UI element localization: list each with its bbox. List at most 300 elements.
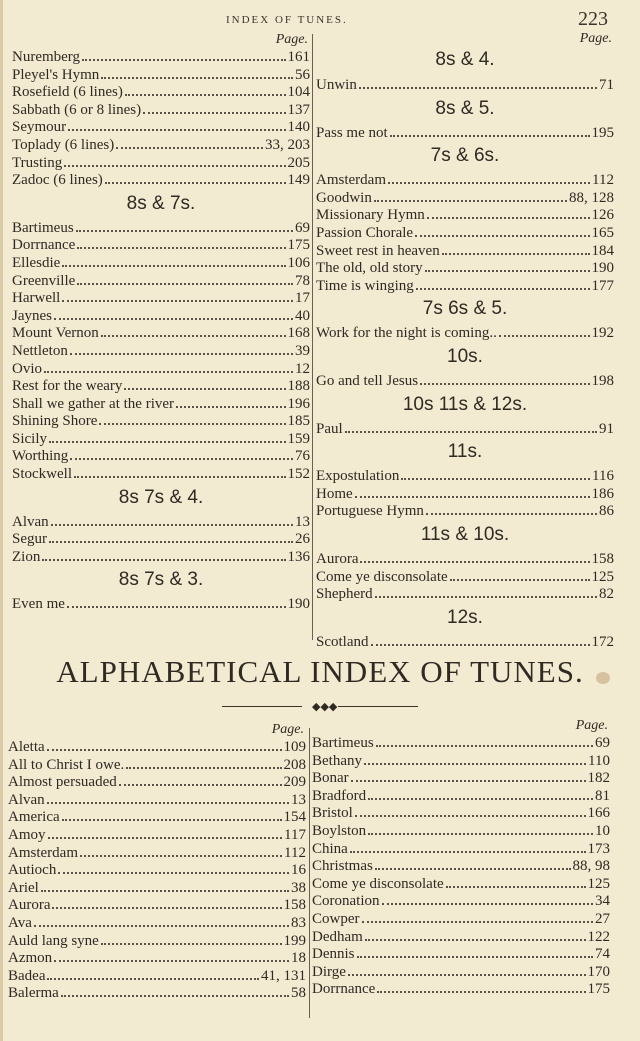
index-entry xyxy=(316,224,614,242)
index-entry xyxy=(316,242,614,260)
dot-leader xyxy=(359,76,597,89)
dot-leader xyxy=(80,844,282,857)
dot-leader xyxy=(47,791,289,804)
dot-leader xyxy=(62,254,285,267)
index-entry xyxy=(8,967,306,985)
tune-name: Paul xyxy=(316,420,343,437)
dot-leader xyxy=(382,892,594,905)
tune-name: Dorrnance xyxy=(312,981,376,998)
index-entry xyxy=(12,272,310,290)
dot-leader xyxy=(67,595,286,608)
index-entry xyxy=(312,910,610,928)
dot-leader xyxy=(365,928,586,941)
index-entry xyxy=(8,914,306,932)
index-entry xyxy=(316,206,614,224)
index-entry xyxy=(12,83,310,101)
page-column-label: Page. xyxy=(271,722,304,737)
index-entry xyxy=(8,949,306,967)
index-entry xyxy=(312,734,610,752)
index-entry xyxy=(12,254,310,272)
page-ref: 125 xyxy=(591,568,614,585)
tune-name: Bradford xyxy=(312,787,367,804)
tune-name: Worthing xyxy=(12,448,69,465)
page-ref: 112 xyxy=(284,844,306,861)
tune-name: Unwin xyxy=(316,77,357,93)
index-entry xyxy=(12,307,310,325)
index-entry xyxy=(12,219,310,237)
dot-leader xyxy=(47,738,282,751)
page-ref: 199 xyxy=(283,932,306,949)
tune-name: Scotland xyxy=(316,633,369,650)
index-entry xyxy=(312,928,610,946)
page-ref: 112 xyxy=(592,172,614,189)
index-entry xyxy=(12,548,310,566)
tune-name: Segur xyxy=(12,531,47,548)
dot-leader xyxy=(377,980,585,993)
dot-leader xyxy=(357,945,594,958)
page-ref: 168 xyxy=(287,325,310,342)
tune-name: Amoy xyxy=(8,826,46,843)
page-ref: 177 xyxy=(591,277,614,294)
index-entry xyxy=(8,808,306,826)
page-ref: 40 xyxy=(295,307,310,324)
index-entry xyxy=(312,963,610,981)
tune-name: Badea xyxy=(8,967,46,984)
page-ref: 161 xyxy=(287,49,310,65)
index-entry xyxy=(8,773,306,791)
page-ref: 33, 203 xyxy=(265,136,310,153)
dot-leader xyxy=(77,272,293,285)
dot-leader xyxy=(442,242,590,255)
page-ref: 116 xyxy=(592,468,614,485)
tune-name: Missionary Hymn xyxy=(316,207,425,224)
tune-name: Harwell xyxy=(12,290,61,307)
dot-leader xyxy=(49,430,285,443)
dot-leader xyxy=(70,447,293,460)
tune-name: Goodwin xyxy=(316,189,372,206)
meter-heading: 11s. xyxy=(447,441,483,463)
index-entry xyxy=(312,875,610,893)
index-entry xyxy=(312,769,610,787)
dot-leader xyxy=(82,48,285,61)
dot-leader xyxy=(125,83,286,96)
page-ref: 196 xyxy=(287,395,310,412)
meter-heading: 7s 6s & 5. xyxy=(422,298,508,320)
page-ref: 74 xyxy=(595,946,610,963)
index-entry xyxy=(316,189,614,207)
page-ref: 26 xyxy=(295,531,310,548)
running-head xyxy=(0,8,640,32)
index-entry xyxy=(8,861,306,879)
dot-leader xyxy=(376,734,593,747)
page-ref: 172 xyxy=(591,633,614,650)
meter-heading: 12s. xyxy=(447,606,483,628)
tune-name: Expostulation xyxy=(316,468,400,485)
tune-name: Sabbath (6 or 8 lines) xyxy=(12,101,142,118)
dot-leader xyxy=(124,377,285,390)
index-entry xyxy=(12,48,310,66)
dot-leader xyxy=(426,502,597,515)
page-ref: 166 xyxy=(587,805,610,822)
column-divider-lower xyxy=(309,728,310,1018)
index-entry xyxy=(316,420,614,438)
page-ref: 17 xyxy=(295,290,310,307)
page-ref: 170 xyxy=(587,963,610,980)
dot-leader xyxy=(74,465,286,478)
index-entry xyxy=(12,395,310,413)
index-entry xyxy=(312,804,610,822)
dot-leader xyxy=(446,875,586,888)
index-entry xyxy=(12,447,310,465)
dot-leader xyxy=(68,118,285,131)
page-ref: 34 xyxy=(595,893,610,910)
page-ref: 71 xyxy=(599,77,614,93)
tune-name: Rest for the weary xyxy=(12,378,123,395)
dot-leader xyxy=(49,530,293,543)
page-ref: 188 xyxy=(287,378,310,395)
tune-name: Auld lang syne xyxy=(8,932,99,949)
page-ref: 117 xyxy=(284,826,306,843)
index-entry xyxy=(316,324,614,342)
tune-name: Bartimeus xyxy=(312,735,374,751)
tune-name: Zadoc (6 lines) xyxy=(12,172,103,189)
tune-name: Aurora xyxy=(8,897,51,914)
index-entry xyxy=(12,595,310,613)
tune-name: Pass me not xyxy=(316,124,388,141)
page-ref: 154 xyxy=(283,809,306,826)
tune-name: Go and tell Jesus xyxy=(316,372,419,389)
index-entry xyxy=(12,101,310,119)
dot-leader xyxy=(364,752,586,765)
dot-leader xyxy=(47,967,259,980)
dot-leader xyxy=(101,66,293,79)
tune-name: Balerma xyxy=(8,985,59,1002)
tune-name: Ava xyxy=(8,914,32,931)
tune-name: Bartimeus xyxy=(12,219,74,236)
index-entry xyxy=(12,171,310,189)
page-ref: 173 xyxy=(587,840,610,857)
index-entry xyxy=(12,289,310,307)
index-entry xyxy=(8,756,306,774)
meter-heading: 8s 7s & 3. xyxy=(118,569,204,591)
tune-name: Bonar xyxy=(312,770,349,787)
index-entry xyxy=(316,568,614,586)
alphabetical-index-right-column xyxy=(312,718,610,998)
page-ref: 209 xyxy=(283,774,306,791)
index-entry xyxy=(8,984,306,1002)
metrical-index-right-column xyxy=(316,32,614,650)
dot-leader xyxy=(77,236,285,249)
page-ref: 125 xyxy=(587,875,610,892)
dot-leader xyxy=(176,395,285,408)
page-ref: 83 xyxy=(291,914,306,931)
index-entry xyxy=(8,826,306,844)
tune-name: Dorrnance xyxy=(12,237,76,254)
page-ref: 78 xyxy=(295,272,310,289)
dot-leader xyxy=(420,372,589,385)
dot-leader xyxy=(62,289,293,302)
page-column-label: Page. xyxy=(575,718,608,733)
page-ref: 195 xyxy=(591,124,614,141)
tune-name: Jaynes xyxy=(12,307,52,324)
page-ref: 18 xyxy=(291,950,306,967)
tune-name: Time is winging xyxy=(316,277,414,294)
dot-leader xyxy=(450,568,590,581)
dot-leader xyxy=(48,826,283,839)
meter-heading: 8s & 4. xyxy=(435,49,495,70)
page-ref: 10 xyxy=(595,822,610,839)
meter-heading: 10s 11s & 12s. xyxy=(402,393,528,415)
index-entry xyxy=(316,76,614,94)
page-ref: 122 xyxy=(587,928,610,945)
index-entry xyxy=(12,66,310,84)
index-entry xyxy=(316,467,614,485)
page-ref: 110 xyxy=(588,752,610,769)
running-title: INDEX OF TUNES. xyxy=(226,14,348,26)
index-entry xyxy=(312,945,610,963)
page-ref: 158 xyxy=(283,897,306,914)
tune-name: Sweet rest in heaven xyxy=(316,242,440,259)
page-ref: 41, 131 xyxy=(261,967,306,984)
dot-leader xyxy=(375,585,597,598)
tune-name: Come ye disconsolate xyxy=(316,568,448,585)
tune-name: Portuguese Hymn xyxy=(316,503,424,520)
dot-leader xyxy=(62,808,282,821)
dot-leader xyxy=(427,206,590,219)
dot-leader xyxy=(54,307,293,320)
tune-name: Come ye disconsolate xyxy=(312,875,444,892)
tune-name: Dedham xyxy=(312,928,363,945)
dot-leader xyxy=(351,769,586,782)
dot-leader xyxy=(499,324,590,337)
index-entry xyxy=(316,485,614,503)
page-edge xyxy=(0,0,3,1041)
page-ref: 69 xyxy=(595,735,610,751)
index-entry xyxy=(8,932,306,950)
index-entry xyxy=(316,585,614,603)
page-ref: 58 xyxy=(291,985,306,1002)
dot-leader xyxy=(41,879,289,892)
page-ref: 13 xyxy=(291,791,306,808)
dot-leader xyxy=(51,513,293,526)
ornament-divider xyxy=(220,700,420,714)
page-ref: 88, 128 xyxy=(569,189,614,206)
page-ref: 12 xyxy=(295,360,310,377)
index-entry xyxy=(12,118,310,136)
index-entry xyxy=(12,136,310,154)
dot-leader xyxy=(34,914,289,927)
tune-name: Even me xyxy=(12,596,65,613)
dot-leader xyxy=(416,277,590,290)
dot-leader xyxy=(101,932,282,945)
page-ref: 165 xyxy=(591,224,614,241)
index-entry xyxy=(316,171,614,189)
index-entry xyxy=(12,513,310,531)
ornament-diamonds: ◆◆◆ xyxy=(312,701,338,713)
index-entry xyxy=(316,372,614,390)
tune-name: Dirge xyxy=(312,963,346,980)
tune-name: China xyxy=(312,840,348,857)
tune-name: Ellesdie xyxy=(12,254,61,271)
page-ref: 27 xyxy=(595,910,610,927)
page-ref: 184 xyxy=(591,242,614,259)
page-ref: 38 xyxy=(291,879,306,896)
page-ref: 136 xyxy=(287,548,310,565)
page-ref: 192 xyxy=(591,325,614,342)
index-entry xyxy=(12,324,310,342)
index-entry xyxy=(312,892,610,910)
page-number: 223 xyxy=(578,8,608,30)
index-entry xyxy=(316,124,614,142)
tune-name: Greenville xyxy=(12,272,76,289)
tune-name: Cowper xyxy=(312,910,360,927)
tune-name: Mount Vernon xyxy=(12,325,99,342)
tune-name: Work for the night is coming.. xyxy=(316,325,497,342)
index-entry xyxy=(316,502,614,520)
index-entry xyxy=(312,857,610,875)
page-ref: 76 xyxy=(295,448,310,465)
dot-leader xyxy=(371,633,590,646)
index-entry xyxy=(8,791,306,809)
tune-name: Coronation xyxy=(312,893,380,910)
index-entry xyxy=(8,844,306,862)
dot-leader xyxy=(44,360,293,373)
dot-leader xyxy=(425,259,590,272)
index-entry xyxy=(12,412,310,430)
page-column-label: Page. xyxy=(275,32,308,47)
dot-leader xyxy=(99,412,285,425)
page-ref: 190 xyxy=(591,260,614,277)
page-ref: 198 xyxy=(591,372,614,389)
index-entry xyxy=(312,822,610,840)
tune-name: Nuremberg xyxy=(12,49,81,65)
page-column-label: Page. xyxy=(579,31,612,46)
dot-leader xyxy=(119,773,282,786)
tune-name: Boylston xyxy=(312,822,367,839)
dot-leader xyxy=(368,822,593,835)
page-ref: 140 xyxy=(287,119,310,136)
tune-name: Rosefield (6 lines) xyxy=(12,84,123,101)
tune-name: Shall we gather at the river xyxy=(12,395,175,412)
dot-leader xyxy=(58,861,289,874)
dot-leader xyxy=(101,324,286,337)
index-entry xyxy=(12,154,310,172)
alphabetical-index-left-column xyxy=(8,722,306,1002)
tune-name: Shining Shore xyxy=(12,413,98,430)
page-ref: 16 xyxy=(291,862,306,879)
page-ref: 82 xyxy=(599,586,614,603)
dot-leader xyxy=(76,219,293,232)
meter-heading: 11s & 10s. xyxy=(420,523,510,545)
index-entry xyxy=(12,360,310,378)
index-entry xyxy=(312,980,610,998)
tune-name: Amsterdam xyxy=(316,172,386,189)
spacer xyxy=(316,32,614,44)
page-ref: 175 xyxy=(287,237,310,254)
tune-name: Shepherd xyxy=(316,586,373,603)
tune-name: Toplady (6 lines) xyxy=(12,136,115,153)
dot-leader xyxy=(42,548,285,561)
meter-heading: 8s & 7s. xyxy=(126,192,196,214)
dot-leader xyxy=(116,136,263,149)
page-ref: 175 xyxy=(587,981,610,998)
page-ref: 190 xyxy=(287,596,310,613)
dot-leader xyxy=(401,467,590,480)
tune-name: Alvan xyxy=(12,513,49,530)
dot-leader xyxy=(355,804,586,817)
page-ref: 205 xyxy=(287,154,310,171)
tune-name: Ovio xyxy=(12,360,42,377)
index-entry xyxy=(12,342,310,360)
index-entry xyxy=(316,550,614,568)
index-entry xyxy=(12,236,310,254)
index-entry xyxy=(8,738,306,756)
tune-name: Dennis xyxy=(312,946,355,963)
tune-name: Aletta xyxy=(8,739,45,755)
dot-leader xyxy=(374,189,567,202)
index-entry xyxy=(8,879,306,897)
page-ref: 159 xyxy=(287,430,310,447)
index-entry xyxy=(8,896,306,914)
dot-leader xyxy=(388,171,590,184)
index-entry xyxy=(312,840,610,858)
tune-name: Zion xyxy=(12,548,41,565)
tune-name: Stockwell xyxy=(12,466,72,483)
page-ref: 81 xyxy=(595,787,610,804)
page-ref: 56 xyxy=(295,66,310,83)
tune-name: Alvan xyxy=(8,791,45,808)
page-ref: 106 xyxy=(287,254,310,271)
page-ref: 186 xyxy=(591,485,614,502)
index-entry xyxy=(12,430,310,448)
tune-name: America xyxy=(8,809,60,826)
tune-name: Autioch xyxy=(8,862,57,879)
dot-leader xyxy=(345,420,597,433)
page-ref: 158 xyxy=(591,550,614,567)
page-ref: 69 xyxy=(295,219,310,236)
tune-name: Seymour xyxy=(12,119,67,136)
tune-name: Bethany xyxy=(312,752,362,769)
tune-name: Aurora xyxy=(316,550,359,567)
page-ref: 152 xyxy=(287,466,310,483)
dot-leader xyxy=(350,840,586,853)
paper-stain xyxy=(596,672,610,684)
page-ref: 208 xyxy=(283,756,306,773)
dot-leader xyxy=(348,963,586,976)
tune-name: Home xyxy=(316,485,353,502)
index-entry xyxy=(312,787,610,805)
dot-leader xyxy=(70,342,293,355)
page-ref: 185 xyxy=(287,413,310,430)
tune-name: Almost persuaded xyxy=(8,774,117,791)
tune-name: Passion Chorale xyxy=(316,224,414,241)
dot-leader xyxy=(360,550,589,563)
page-ref: 126 xyxy=(591,207,614,224)
dot-leader xyxy=(390,124,590,137)
meter-heading: 8s 7s & 4. xyxy=(118,486,204,508)
tune-name: Ariel xyxy=(8,879,39,896)
page-ref: 137 xyxy=(287,101,310,118)
index-entry xyxy=(316,259,614,277)
tune-name: Sicily xyxy=(12,430,48,447)
index-entry xyxy=(12,465,310,483)
tune-name: Trusting xyxy=(12,154,63,171)
page-ref: 91 xyxy=(599,420,614,437)
tune-name: Bristol xyxy=(312,805,353,822)
tune-name: All to Christ I owe. xyxy=(8,756,125,773)
tune-name: Amsterdam xyxy=(8,844,78,861)
page-ref: 13 xyxy=(295,513,310,530)
